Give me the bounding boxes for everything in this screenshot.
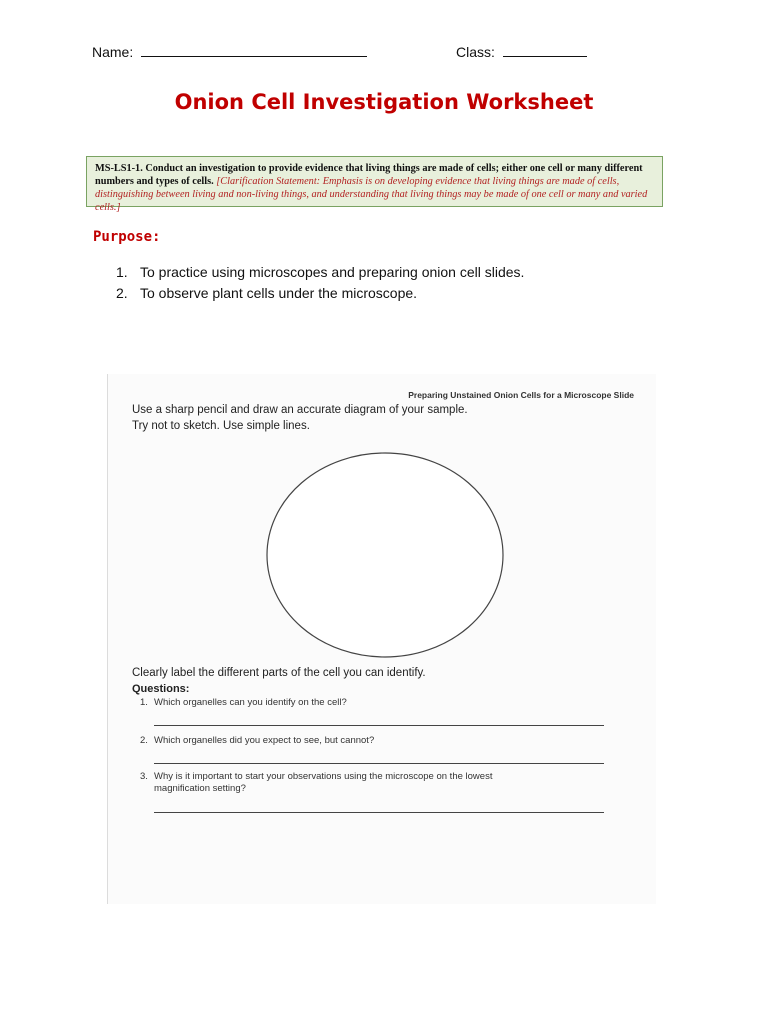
class-label: Class: (456, 44, 495, 60)
list-text: To observe plant cells under the microscope. (140, 285, 418, 301)
question-number: 3. (140, 771, 148, 782)
question-2 (140, 735, 560, 747)
question-text: Why is it important to start your observations using the microscope on the lowest (154, 771, 493, 782)
question-text-continued: magnification setting? (154, 783, 246, 794)
name-field-row (92, 44, 367, 60)
answer-line-3[interactable] (154, 812, 604, 813)
list-number: 2. (116, 285, 128, 301)
list-item (116, 264, 524, 285)
answer-line-1[interactable] (154, 725, 604, 726)
question-number: 2. (140, 735, 148, 746)
question-number: 1. (140, 697, 148, 708)
clarification-statement: [Clarification Statement: Emphasis is on developing evidence that living things are made of cells, distinguishing between living and non-living things, and understanding that living things may be made of one cell or many and varied cells.] (95, 176, 648, 213)
questions-heading: Questions: (132, 683, 190, 695)
label-instruction: Clearly label the different parts of the cell you can identify. (132, 667, 426, 679)
answer-line-2[interactable] (154, 763, 604, 764)
question-text: Which organelles can you identify on the cell? (154, 697, 347, 708)
standard-text: MS-LS1-1. Conduct an investigation to provide evidence that living things are made of cells; either one cell or many different numbers and types of cells. (95, 163, 643, 187)
drawing-circle-outline (267, 453, 503, 657)
purpose-list (116, 264, 524, 306)
list-text: To practice using microscopes and preparing onion cell slides. (140, 264, 525, 280)
drawing-instruction-2: Try not to sketch. Use simple lines. (132, 420, 310, 432)
page-title: Onion Cell Investigation Worksheet (174, 90, 594, 114)
drawing-instruction: Use a sharp pencil and draw an accurate diagram of your sample. (132, 404, 468, 416)
list-item (116, 285, 524, 306)
question-text: Which organelles did you expect to see, but cannot? (154, 735, 375, 746)
name-blank-line[interactable] (141, 44, 367, 57)
list-number: 1. (116, 264, 128, 280)
purpose-label: Purpose: (93, 229, 161, 245)
name-label: Name: (92, 44, 134, 60)
class-field-row (456, 44, 587, 60)
worksheet-image (107, 374, 656, 904)
question-1 (140, 697, 560, 709)
class-blank-line[interactable] (503, 44, 587, 57)
image-caption: Preparing Unstained Onion Cells for a Microscope Slide (408, 390, 634, 400)
standard-box (86, 156, 663, 213)
question-3 (140, 771, 560, 795)
drawing-circle[interactable] (264, 450, 506, 665)
